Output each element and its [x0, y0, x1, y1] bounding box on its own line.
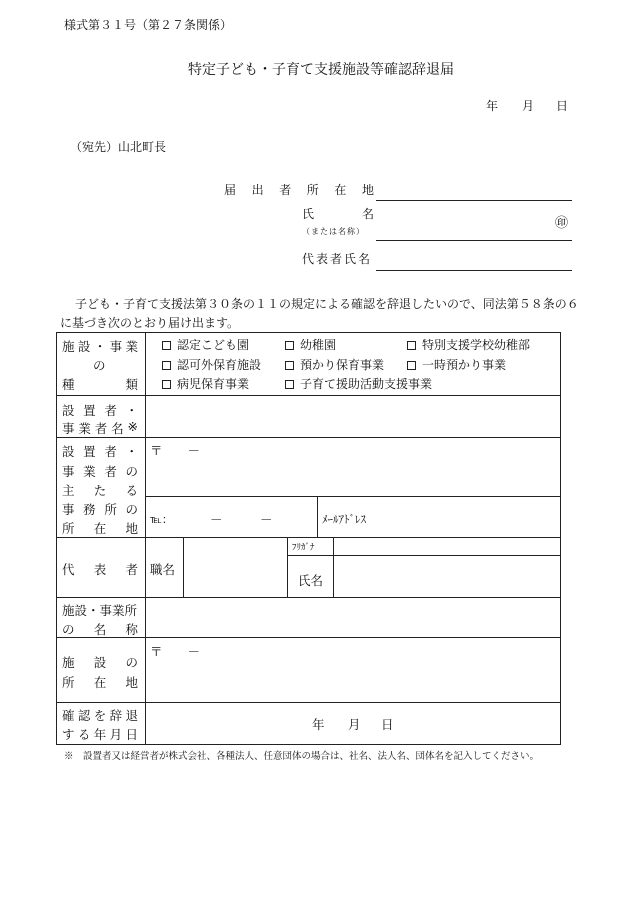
checkbox[interactable] — [285, 361, 294, 370]
footnote: ※ 設置者又は経営者が株式会社、各種法人、任意団体の場合は、社名、法人名、団体名を記入してください。 — [64, 751, 540, 762]
checkbox[interactable] — [162, 361, 171, 370]
date-day: 日 — [556, 99, 569, 113]
option-nintei-kodomoen[interactable]: 認定こども園 — [162, 336, 249, 353]
checkbox[interactable] — [285, 380, 294, 389]
withdrawal-date-label-row2: す る 年 月 日 — [62, 727, 138, 742]
withdrawal-date-label-row1: 確 認 を 辞 退 — [62, 708, 138, 723]
withdrawal-month[interactable]: 月 — [348, 717, 361, 732]
position-field[interactable] — [184, 537, 286, 595]
facility-address-label-row2: 所 在 地 — [62, 675, 138, 690]
checkbox[interactable] — [162, 341, 171, 350]
form-number: 様式第３１号（第２７条関係） — [64, 18, 233, 32]
operator-address-label-row2: 事 業 者 の — [62, 464, 138, 479]
body-line-1: 子ども・子育て支援法第３０条の１１の規定による確認を辞退したいので、同法第５８条の６ — [75, 297, 579, 311]
checkbox[interactable] — [162, 380, 171, 389]
operator-postal-field[interactable]: 〒 － — [150, 443, 201, 458]
operator-name-label-row2: 事 業 者 名 ※ — [62, 419, 138, 436]
seal-mark: ㊞ — [555, 216, 569, 231]
position-label: 職名 — [150, 562, 176, 577]
body-line-2: に基づき次のとおり届け出ます。 — [60, 316, 240, 330]
facility-postal-field[interactable]: 〒 － — [150, 644, 201, 659]
tel-label: ℡： — [150, 513, 173, 526]
representative-name-line[interactable] — [376, 270, 572, 271]
operator-name-field[interactable] — [146, 395, 559, 435]
facility-name-label-row2: の 名 称 — [62, 622, 138, 637]
operator-address-label-row1: 設 置 者 ・ — [62, 444, 138, 459]
option-ninkagai-hoiku[interactable]: 認可外保育施設 — [162, 356, 261, 373]
facility-name-label-row1: 施設・事業所 — [62, 603, 138, 618]
applicant-name-label: 氏 名 — [302, 207, 374, 221]
operator-name-label-row1: 設 置 者 ・ — [62, 403, 138, 418]
checkbox[interactable] — [407, 361, 416, 370]
checkbox[interactable] — [285, 341, 294, 350]
option-youchien[interactable]: 幼稚園 — [285, 336, 336, 353]
withdrawal-year[interactable]: 年 — [312, 717, 325, 732]
date-year: 年 — [486, 99, 499, 113]
tel-field[interactable]: － － — [210, 512, 273, 527]
operator-address-label-row5: 所 在 地 — [62, 521, 138, 536]
facility-type-label-row3: 種 類 — [62, 377, 138, 392]
withdrawal-day[interactable]: 日 — [381, 717, 394, 732]
applicant-address-line[interactable] — [376, 200, 572, 201]
applicant-address-label: 届 出 者 所 在 地 — [224, 183, 374, 197]
applicant-name-line[interactable] — [376, 240, 572, 241]
mail-label: ﾒｰﾙｱﾄﾞﾚｽ — [322, 513, 366, 526]
date-month: 月 — [522, 99, 535, 113]
option-byouji-hoiku[interactable]: 病児保育事業 — [162, 375, 249, 392]
facility-type-label-row1: 施 設 ・ 事 業 — [62, 339, 138, 354]
option-azukari-hoiku[interactable]: 預かり保育事業 — [285, 356, 384, 373]
form-title: 特定子ども・子育て支援施設等確認辞退届 — [188, 62, 454, 78]
option-tokubetsu-shien[interactable]: 特別支援学校幼稚部 — [407, 336, 530, 353]
representative-label: 代 表 者 — [62, 562, 138, 577]
facility-type-label-row2: の — [93, 358, 106, 373]
facility-name-field[interactable] — [146, 597, 559, 635]
furigana-label: ﾌﾘｶﾞﾅ — [292, 543, 315, 553]
operator-address-label-row4: 事 務 所 の — [62, 502, 138, 517]
operator-address-label-row3: 主 た る — [62, 483, 138, 498]
option-kosodate-enjo[interactable]: 子育て援助活動支援事業 — [285, 375, 432, 392]
rep-name-label: 氏名 — [298, 573, 324, 588]
applicant-name-sub: （または名称） — [302, 227, 365, 236]
facility-address-label-row1: 施 設 の — [62, 655, 138, 670]
checkbox[interactable] — [407, 341, 416, 350]
addressee: （宛先）山北町長 — [70, 140, 167, 154]
option-ichiji-azukari[interactable]: 一時預かり事業 — [407, 356, 506, 373]
representative-name-label: 代表者氏名 — [302, 252, 373, 266]
